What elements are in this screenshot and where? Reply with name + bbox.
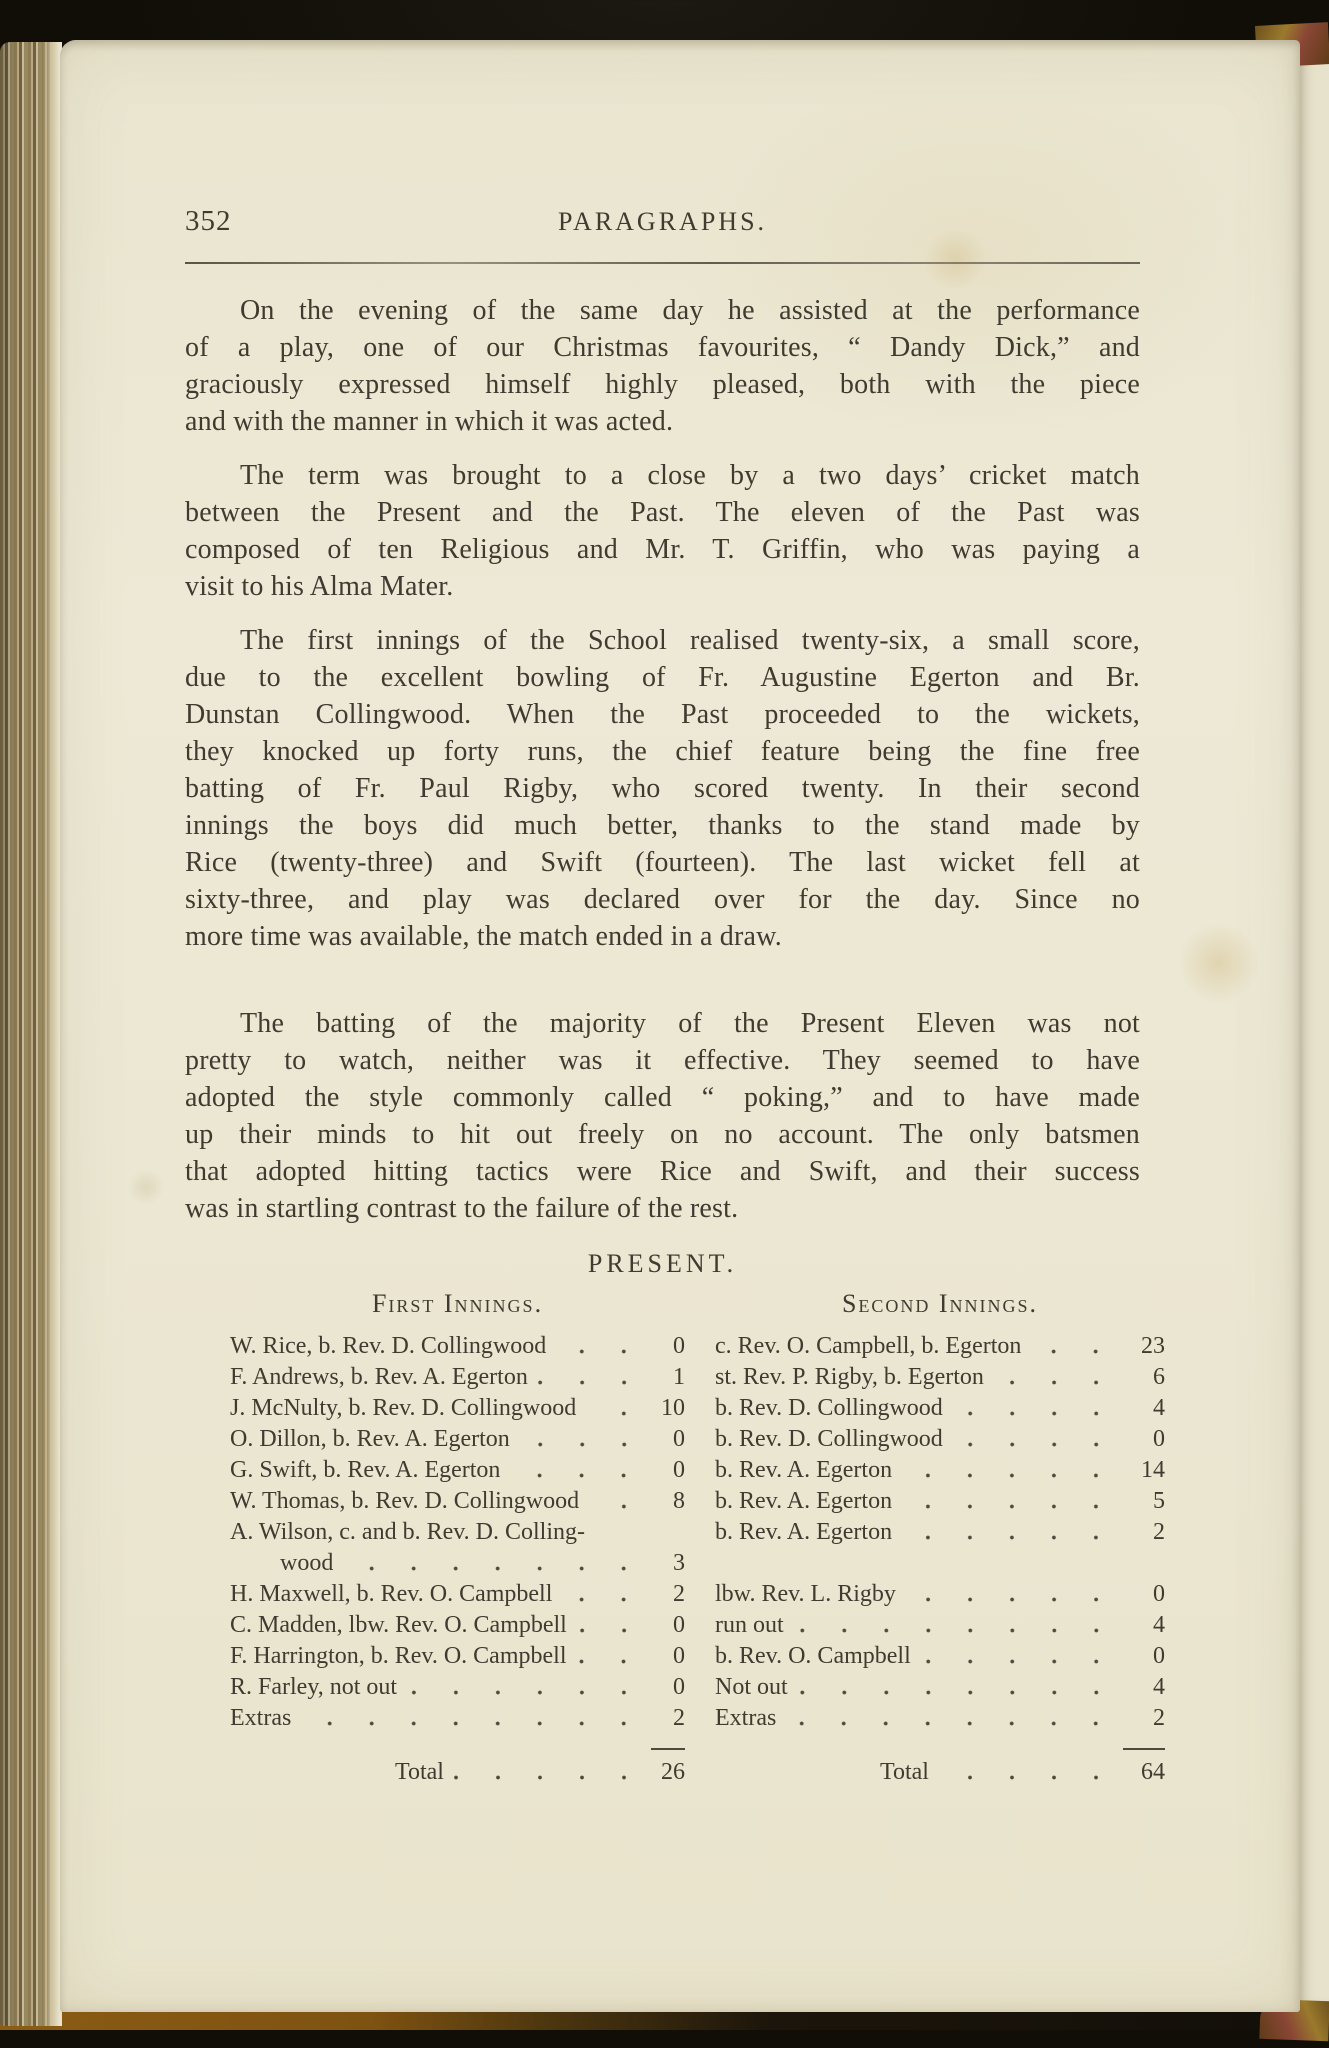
batsman-dismissal: F. Harrington, b. Rev. O. Campbell (230, 1642, 567, 1669)
dot-leader (520, 1441, 645, 1448)
scorecard-row (715, 1579, 1165, 1610)
dot-leader (301, 1720, 645, 1727)
scorecard-row-extras (715, 1703, 1165, 1734)
score-value: 0 (1153, 1425, 1165, 1452)
page-content (60, 40, 1300, 2012)
dot-leader (939, 1774, 1117, 1781)
paragraph-line: The term was brought to a close by a two days’ cricket match (240, 459, 1140, 491)
dot-leader (586, 1410, 645, 1417)
dot-leader (902, 1472, 1117, 1479)
paragraph-line: Rice (twenty-three) and Swift (fourteen). The last wicket fell at (185, 846, 1140, 878)
batsman-dismissal-continued: wood (280, 1549, 334, 1576)
score-value: 5 (1153, 1487, 1165, 1514)
scorecard-row (715, 1517, 1165, 1579)
batsman-dismissal: b. Rev. O. Campbell (715, 1642, 911, 1669)
dot-leader (786, 1720, 1117, 1727)
batsman-dismissal: b. Rev. D. Collingwood (715, 1394, 943, 1421)
dot-leader (994, 1379, 1117, 1386)
score-value: 2 (673, 1704, 685, 1731)
dot-leader (576, 1658, 645, 1665)
paragraph (185, 457, 1140, 605)
score-grid (230, 1331, 1165, 1788)
score-value: 0 (673, 1673, 685, 1700)
scorecard-row (230, 1331, 685, 1362)
extras-label: Extras (715, 1704, 777, 1731)
page-number: 352 (185, 205, 232, 237)
scorecard-row (230, 1455, 685, 1486)
scorecard-row (715, 1641, 1165, 1672)
scorecard-row (715, 1393, 1165, 1424)
paragraph-line: Dunstan Collingwood. When the Past proceeded to the wickets, (185, 698, 1140, 730)
paragraph-line: between the Present and the Past. The eleven of the Past was (185, 496, 1140, 528)
paragraph-line: was in startling contrast to the failure of the rest. (185, 1192, 739, 1224)
batsman-dismissal: lbw. Rev. L. Rigby (715, 1580, 896, 1607)
paragraph-line: adopted the style commonly called “ poking,” and to have made (185, 1081, 1140, 1113)
scorecard-title: PRESENT. (587, 1248, 738, 1278)
score-value: 6 (1153, 1363, 1165, 1390)
scorecard-row (230, 1486, 685, 1517)
batsman-dismissal: A. Wilson, c. and b. Rev. D. Colling- (230, 1518, 586, 1545)
book-page-edges (0, 42, 62, 2026)
paragraph-line: sixty-three, and play was declared over for the day. Since no (185, 883, 1140, 915)
paragraph-line: more time was available, the match ended in a draw. (185, 920, 782, 952)
dot-leader (921, 1658, 1117, 1665)
batsman-dismissal: C. Madden, lbw. Rev. O. Campbell (230, 1611, 567, 1638)
batsman-dismissal: G. Swift, b. Rev. A. Egerton (230, 1456, 501, 1483)
scorecard-row (230, 1610, 685, 1641)
scorecard-row (230, 1641, 685, 1672)
scorecard (230, 1289, 1165, 1788)
extras-label: Extras (230, 1704, 292, 1731)
batsman-dismissal: J. McNulty, b. Rev. D. Collingwood (230, 1394, 577, 1421)
paragraph-line: The batting of the majority of the Present Eleven was not (240, 1007, 1140, 1039)
batsman-dismissal: b. Rev. A. Egerton (715, 1487, 893, 1514)
score-value: 0 (673, 1456, 685, 1483)
dot-leader (407, 1689, 645, 1696)
paragraph-line: of a play, one of our Christmas favourites, “ Dandy Dick,” and (185, 331, 1140, 363)
scorecard-row (715, 1424, 1165, 1455)
batsman-dismissal: st. Rev. P. Rigby, b. Egerton (715, 1363, 984, 1390)
scorecard-row (230, 1424, 685, 1455)
score-value: 0 (673, 1332, 685, 1359)
running-head (185, 205, 1140, 238)
score-value: 0 (1153, 1642, 1165, 1669)
paragraph (185, 622, 1140, 955)
score-value: 8 (673, 1487, 685, 1514)
score-value: 1 (673, 1363, 685, 1390)
scorecard-row (230, 1362, 685, 1393)
paragraph (185, 292, 1140, 440)
dot-leader (1031, 1348, 1117, 1355)
scorecard-row-extras (230, 1703, 685, 1734)
paragraph-line: visit to his Alma Mater. (185, 570, 454, 602)
paragraph-line: batting of Fr. Paul Rigby, who scored twenty. In their second (185, 772, 1140, 804)
batsman-dismissal: H. Maxwell, b. Rev. O. Campbell (230, 1580, 553, 1607)
second-innings-total (715, 1748, 1165, 1788)
batsman-dismissal: O. Dillon, b. Rev. A. Egerton (230, 1425, 510, 1452)
dot-leader (794, 1627, 1117, 1634)
paragraph-line: pretty to watch, neither was it effective. They seemed to have (185, 1044, 1140, 1076)
header-rule (185, 262, 1140, 264)
batsman-dismissal: R. Farley, not out (230, 1673, 398, 1700)
dot-leader (454, 1774, 645, 1781)
score-value: 0 (673, 1642, 685, 1669)
first-innings-heading: First Innings. (371, 1288, 544, 1318)
batsman-dismissal: b. Rev. D. Collingwood (715, 1425, 943, 1452)
score-value: 10 (661, 1394, 685, 1421)
dot-leader (906, 1596, 1117, 1603)
paragraph-line: On the evening of the same day he assisted at the performance (240, 294, 1140, 326)
paragraph-line: due to the excellent bowling of Fr. Augustine Egerton and Br. (185, 661, 1140, 693)
batsman-dismissal: c. Rev. O. Campbell, b. Egerton (715, 1332, 1022, 1359)
total-value: 26 (651, 1748, 685, 1788)
batsman-dismissal: W. Rice, b. Rev. D. Collingwood (230, 1332, 547, 1359)
score-value: 23 (1141, 1332, 1165, 1359)
scorecard-row-wrapped (230, 1517, 685, 1579)
dot-leader (577, 1627, 645, 1634)
score-value: 0 (673, 1611, 685, 1638)
total-value: 64 (1123, 1748, 1165, 1788)
batsman-dismissal: Not out (715, 1673, 788, 1700)
score-value: 2 (1153, 1518, 1165, 1545)
paragraph-line: they knocked up forty runs, the chief feature being the fine free (185, 735, 1140, 767)
batsman-dismissal: b. Rev. A. Egerton (715, 1456, 893, 1483)
batsman-dismissal: run out (715, 1611, 784, 1638)
total-label: Total (395, 1758, 444, 1785)
score-value: 14 (1141, 1456, 1165, 1483)
paragraph-line: and with the manner in which it was acted. (185, 405, 674, 437)
scorecard-row (715, 1362, 1165, 1393)
score-value: 0 (673, 1425, 685, 1452)
score-value: 2 (1153, 1704, 1165, 1731)
second-innings-heading: Second Innings. (841, 1288, 1039, 1318)
dot-leader (902, 1534, 1117, 1541)
scorecard-row (230, 1393, 685, 1424)
paragraph (185, 1005, 1140, 1227)
batsman-dismissal: F. Andrews, b. Rev. A. Egerton (230, 1363, 528, 1390)
score-value: 4 (1153, 1394, 1165, 1421)
paragraph-line: up their minds to hit out freely on no account. The only batsmen (185, 1118, 1140, 1150)
dot-leader (562, 1596, 645, 1603)
dot-leader (556, 1348, 645, 1355)
dot-leader (538, 1379, 645, 1386)
running-title: PARAGRAPHS. (557, 207, 768, 236)
scorecard-row (715, 1672, 1165, 1703)
dot-leader (953, 1441, 1117, 1448)
score-value: 4 (1153, 1611, 1165, 1638)
dot-leader (589, 1503, 645, 1510)
scorecard-row (715, 1331, 1165, 1362)
book-page (60, 40, 1300, 2012)
paragraph-line: that adopted hitting tactics were Rice and Swift, and their success (185, 1155, 1140, 1187)
dot-leader (953, 1410, 1117, 1417)
dot-leader (902, 1503, 1117, 1510)
paragraph-line: The first innings of the School realised twenty-six, a small score, (240, 624, 1140, 656)
paragraph-line: graciously expressed himself highly pleased, both with the piece (185, 368, 1140, 400)
batsman-dismissal: b. Rev. A. Egerton (715, 1518, 893, 1545)
score-value: 0 (1153, 1580, 1165, 1607)
score-value: 3 (673, 1549, 685, 1576)
scorecard-row (715, 1486, 1165, 1517)
scorecard-row (715, 1610, 1165, 1641)
total-label: Total (880, 1758, 929, 1785)
dot-leader (343, 1565, 645, 1572)
paragraph-line: composed of ten Religious and Mr. T. Griffin, who was paying a (185, 533, 1140, 565)
dot-leader (510, 1472, 645, 1479)
score-value: 4 (1153, 1673, 1165, 1700)
paragraph-line: innings the boys did much better, thanks to the stand made by (185, 809, 1140, 841)
scorecard-row (715, 1455, 1165, 1486)
first-innings-total (230, 1748, 685, 1788)
score-value: 2 (673, 1580, 685, 1607)
dot-leader (798, 1689, 1117, 1696)
scorecard-row (230, 1672, 685, 1703)
batsman-dismissal: W. Thomas, b. Rev. D. Collingwood (230, 1487, 580, 1514)
scorecard-row (230, 1579, 685, 1610)
